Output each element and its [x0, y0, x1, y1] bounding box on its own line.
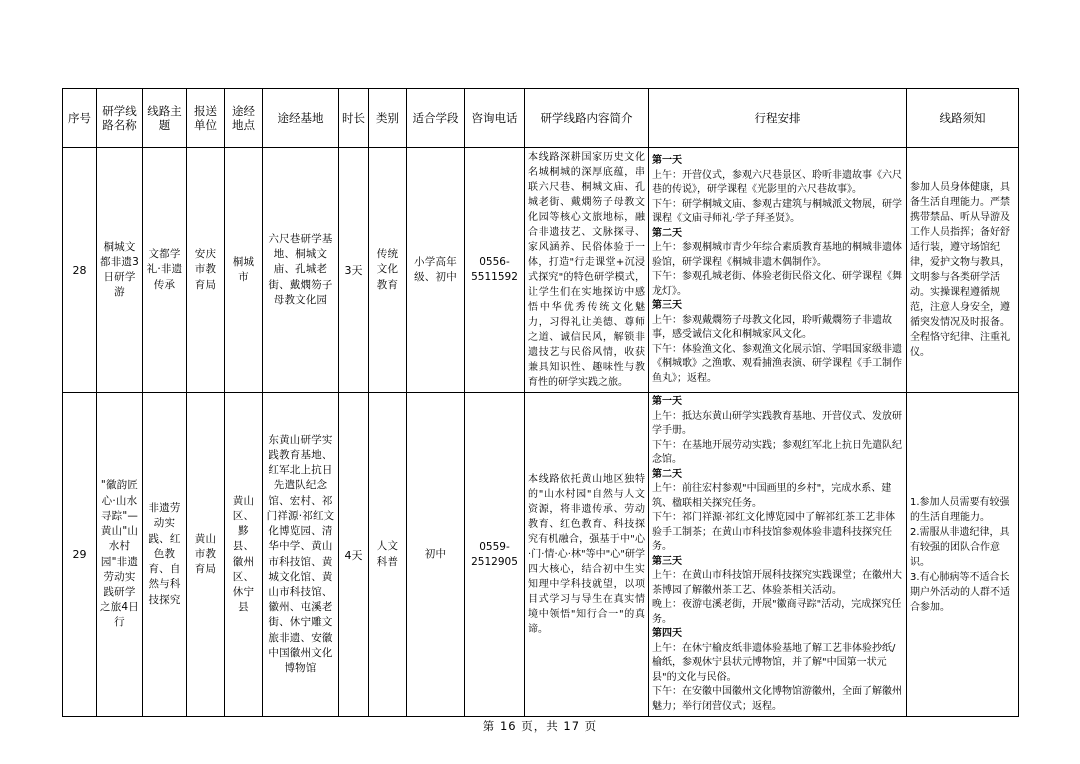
cell-duration: 3天: [339, 148, 369, 393]
schedule-item: 上午：前往宏村参观"中国画里的乡村"，完成水系、建筑、楹联相关探究任务。: [652, 483, 892, 509]
cell-grade: 小学高年级、初中: [407, 148, 465, 393]
header-base: 途经基地: [263, 89, 339, 148]
cell-seq: 29: [63, 393, 97, 717]
note-line: 参加人员身体健康，具备生活自理能力。严禁携带禁品、听从导游及工作人员指挥；备好舒适行装，遵守场馆纪律，爱护文物与教具，文明参与各类研学活动。实操课程遵循规范，注意人身安全，遵循突发情况及时报备。全程恪守纪律、注重礼仪。: [910, 182, 1010, 358]
header-tel: 咨询电话: [465, 89, 525, 148]
cell-intro: 本线路深耕国家历史文化名城桐城的深厚底蕴，串联六尺巷、桐城文庙、孔城老街、戴燘笏子母教文化园等核心文旅地标，融合非遗技艺、文脉探寻、家风涵养、民俗体验于一体，打造"行走课堂+沉浸式探究"的特色研学模式，让学生们在实地探访中感悟中华优秀传统文化魅力，习得礼让美德、尊师之道、诚信民风，解锁非遗技艺与民俗风情，收获兼具知识性、趣味性与教育性的研学实践之旅。: [525, 148, 649, 393]
schedule-item: 下午：祁门祥源·祁红文化博览园中了解祁红茶工艺非体验手工制茶；在黄山市科技馆参观体验非遗科技探究任务。: [652, 512, 896, 552]
cell-schedule: [649, 148, 907, 393]
schedule-item: 下午：研学桐城文庙、参观古建筑与桐城派文物展，研学课程《文庙寻师礼·学子拜圣贤》。: [652, 198, 902, 224]
cell-notes: [907, 148, 1019, 393]
header-schedule: 行程安排: [649, 89, 907, 148]
cell-place: 黄山区、黟县、徽州区、休宁县: [225, 393, 263, 717]
schedule-item: 上午：抵达东黄山研学实践教育基地、开营仪式、发放研学手册。: [652, 410, 902, 436]
cell-tel: 0556-5511592: [465, 148, 525, 393]
header-theme: 线路主题: [143, 89, 187, 148]
header-intro: 研学线路内容简介: [525, 89, 649, 148]
cell-grade: 初中: [407, 393, 465, 717]
research-route-table: [62, 88, 1019, 717]
header-category: 类别: [369, 89, 407, 148]
cell-base: 东黄山研学实践教育基地、红军北上抗日先遣队纪念馆、宏村、祁门祥源·祁红文化博览园、清华中学、黄山市科技馆、黄城文化馆、黄山市科技馆、徽州、屯溪老街、休宁雕文旅非遗、安徽中国徽州文化博物馆: [263, 393, 339, 717]
cell-base: 六尺巷研学基地、桐城文庙、孔城老街、戴燘笏子母教文化园: [263, 148, 339, 393]
table-row: [63, 148, 1019, 393]
schedule-day-title: 第三天: [652, 300, 682, 311]
cell-category: 传统文化教育: [369, 148, 407, 393]
cell-notes: [907, 393, 1019, 717]
cell-route-name: "徽韵匠心·山水寻踪"—黄山"山水村园"非遗劳动实践研学之旅4日行: [97, 393, 143, 717]
header-seq: 序号: [63, 89, 97, 148]
schedule-day-title: 第一天: [652, 155, 682, 166]
schedule-day-title: 第一天: [652, 396, 682, 407]
table-header-row: [63, 89, 1019, 148]
note-line: 3.有心肺病等不适合长期户外活动的人群不适合参加。: [910, 571, 1010, 613]
schedule-item: 上午：开营仪式，参观六尺巷景区、聆听非遗故事《六尺巷的传说》，研学课程《光影里的六尺巷故事》。: [652, 169, 902, 195]
cell-unit: 安庆市教育局: [187, 148, 225, 393]
cell-category: 人文科普: [369, 393, 407, 717]
cell-unit: 黄山市教育局: [187, 393, 225, 717]
cell-route-name: 桐城文都非遗3日研学游: [97, 148, 143, 393]
schedule-day-title: 第二天: [652, 468, 682, 480]
cell-tel: 0559-2512905: [465, 393, 525, 717]
cell-schedule: [649, 393, 907, 717]
cell-intro: 本线路依托黄山地区独特的"山水村园"自然与人文资源，将非遗传承、劳动教育、红色教育、科技探究有机融合，强基于中"心·门·情·心·林"等中"心"研学四大核心，结合初中生实知理中学科技就望，以项目式学习与导生在真实情境中领悟"知行合一"的真谛。: [525, 393, 649, 717]
schedule-item: 下午：在安徽中国徽州文化博物馆游徽州，全面了解徽州魅力；举行闭营仪式；返程。: [652, 686, 902, 712]
schedule-item: 下午：体验渔文化、参观渔文化展示馆、学唱国家级非遗《桐城歌》之渔歌、观看捕渔表演、研学课程《手工制作鱼丸》；返程。: [652, 343, 902, 384]
schedule-day-title: 第四天: [652, 628, 682, 639]
schedule-item: 上午：参观戴燘笏子母教文化园，聆听戴燘笏子非遗故事，感受诚信文化和桐城家风文化。: [652, 314, 892, 340]
schedule-item: 下午：在基地开展劳动实践；参观红军北上抗日先遣队纪念馆。: [652, 439, 902, 465]
schedule-item: 下午：参观孔城老街、体验老街民俗文化、研学课程《舞龙灯》。: [652, 271, 902, 297]
cell-place: 桐城市: [225, 148, 263, 393]
cell-theme: 非遗劳动实践、红色教育、自然与科技探究: [143, 393, 187, 717]
cell-seq: 28: [63, 148, 97, 393]
header-route-name: 研学线路名称: [97, 89, 143, 148]
note-line: 2.需服从非遗纪律，具有较强的团队合作意识。: [910, 526, 1010, 568]
cell-theme: 文都学礼·非遗传承: [143, 148, 187, 393]
header-duration: 时长: [339, 89, 369, 148]
schedule-item: 晚上：夜游屯溪老街，开展"徽商寻踪"活动，完成探究任务。: [652, 599, 902, 625]
schedule-day-title: 第二天: [652, 227, 682, 239]
schedule-item: 上午：在黄山市科技馆开展科技探究实践课堂；在徽州大茶博园了解徽州茶工艺、体验茶相关活动。: [652, 570, 902, 596]
header-place: 途经地点: [225, 89, 263, 148]
schedule-item: 上午：参观桐城市青少年综合素质教育基地的桐城非遗体验馆，研学课程《桐城非遗木偶制作》。: [652, 242, 902, 268]
schedule-day-title: 第三天: [652, 555, 682, 567]
page-footer: 第 16 页，共 17 页: [482, 719, 598, 733]
note-line: 1.参加人员需要有较强的生活自理能力。: [910, 496, 1010, 523]
table-row: [63, 393, 1019, 717]
header-grade: 适合学段: [407, 89, 465, 148]
schedule-item: 上午：在休宁榆皮纸非遗体验基地了解工艺非体验抄纸/榆纸，参观休宁县状元博物馆，并了解"中国第一状元县"的文化与民俗。: [652, 642, 896, 683]
header-notes: 线路须知: [907, 89, 1019, 148]
cell-duration: 4天: [339, 393, 369, 717]
header-unit: 报送单位: [187, 89, 225, 148]
